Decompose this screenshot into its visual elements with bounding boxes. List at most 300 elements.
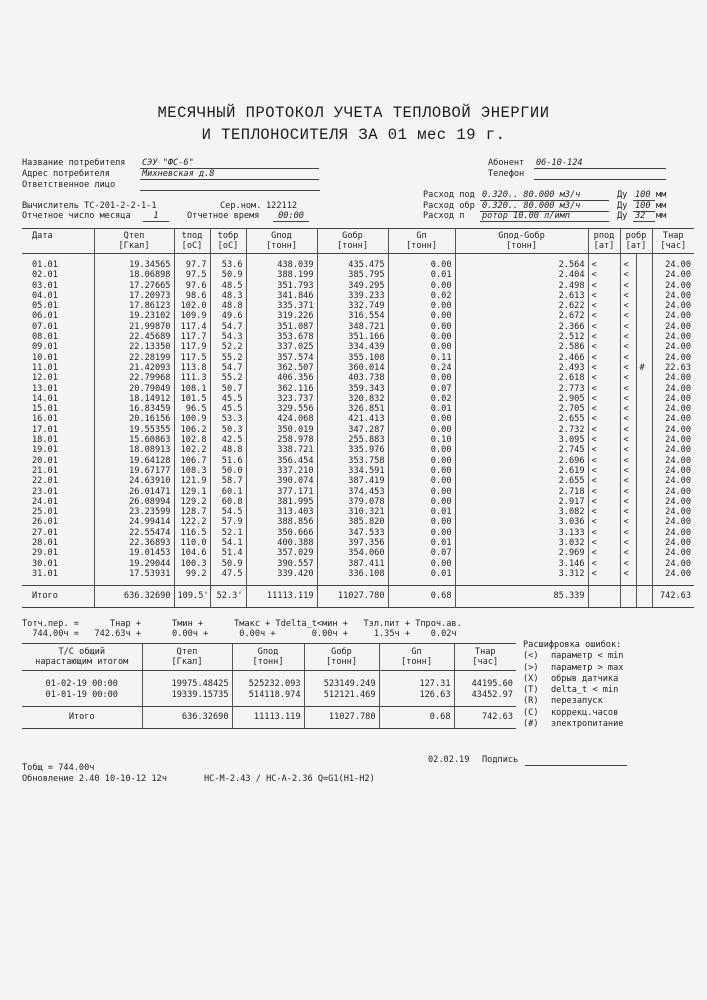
cell-g-supply: 337.025 <box>246 342 317 352</box>
cell-t-return: 42.5 <box>210 435 246 445</box>
table-row <box>22 487 694 497</box>
cell-error-flag <box>636 301 652 311</box>
table-row <box>22 342 694 352</box>
cell-g-difference: 3.095 <box>455 435 588 445</box>
summary-cell-t-operation: 44195.60 <box>454 671 516 690</box>
legend-item <box>523 685 623 696</box>
cell-error-flag <box>636 548 652 558</box>
cell-q-heat: 19.23102 <box>94 311 174 321</box>
cell-q-heat: 16.83459 <box>94 404 174 414</box>
cell-error-flag <box>636 497 652 507</box>
cell-p-supply: < <box>588 487 620 497</box>
cell-t-operation: 24.00 <box>652 517 694 527</box>
subscriber-value: 06-10-124 <box>534 158 666 169</box>
cell-g-return: 421.413 <box>317 414 388 424</box>
cell-date: 05.01 <box>32 301 58 312</box>
cell-q-heat: 20.79049 <box>94 384 174 394</box>
cell-g-make-up: 0.00 <box>388 425 455 435</box>
cell-date: 23.01 <box>32 486 58 497</box>
cell-g-make-up: 0.00 <box>388 497 455 507</box>
cell-t-operation: 24.00 <box>652 254 694 271</box>
cell-error-flag <box>636 342 652 352</box>
report-time-value: 00:00 <box>273 211 309 222</box>
summary-total-q-heat: 636.32690 <box>142 707 232 729</box>
total-t-operation: 742.63 <box>652 586 694 607</box>
cell-t-supply: 97.6 <box>174 281 210 291</box>
cell-t-return: 60.1 <box>210 487 246 497</box>
flow-return-du-label: Ду <box>617 201 628 211</box>
cell-p-supply: < <box>588 476 620 486</box>
legend-text: параметр < min <box>551 651 624 662</box>
document-title-line2: И ТЕПЛОНОСИТЕЛЯ ЗА 01 мес 19 г. <box>201 126 506 144</box>
cell-error-flag <box>636 332 652 342</box>
table-row <box>22 363 694 373</box>
cell-t-operation: 24.00 <box>652 559 694 569</box>
cell-date: 08.01 <box>32 332 58 343</box>
cell-t-operation: 24.00 <box>652 476 694 486</box>
cell-p-return: < <box>620 445 636 455</box>
firmware-update: Обновление 2.40 10-10-12 12ч <box>22 774 167 784</box>
cell-t-operation: 24.00 <box>652 425 694 435</box>
cell-p-return: < <box>620 476 636 486</box>
cell-t-operation: 24.00 <box>652 373 694 383</box>
table-row <box>22 254 694 271</box>
cell-p-supply: < <box>588 363 620 373</box>
cell-t-return: 55.2 <box>210 373 246 383</box>
summary-cell-g-supply: 525232.093 <box>232 671 304 690</box>
cell-g-return: 310.321 <box>317 507 388 517</box>
cell-t-return: 60.8 <box>210 497 246 507</box>
cell-g-supply: 390.557 <box>246 559 317 569</box>
cell-g-difference: 3.082 <box>455 507 588 517</box>
cell-t-return: 47.5 <box>210 569 246 586</box>
cell-g-make-up: 0.00 <box>388 322 455 332</box>
cell-g-difference: 3.133 <box>455 528 588 538</box>
cell-g-supply: 390.074 <box>246 476 317 486</box>
cell-q-heat: 22.13350 <box>94 342 174 352</box>
cell-p-return: < <box>620 270 636 280</box>
cell-g-supply: 351.087 <box>246 322 317 332</box>
table-row <box>22 497 694 507</box>
cell-g-supply: 339.420 <box>246 569 317 586</box>
table-row <box>22 671 516 690</box>
table-row <box>22 445 694 455</box>
cell-date: 09.01 <box>32 342 58 353</box>
cell-t-operation: 24.00 <box>652 404 694 414</box>
cell-date: 19.01 <box>32 445 58 456</box>
cell-t-operation: 24.00 <box>652 466 694 476</box>
cell-p-return: < <box>620 291 636 301</box>
cell-t-supply: 117.7 <box>174 332 210 342</box>
cell-p-return: < <box>620 332 636 342</box>
cell-t-supply: 97.5 <box>174 270 210 280</box>
legend-code: (>) <box>523 662 539 673</box>
cell-t-operation: 24.00 <box>652 456 694 466</box>
cell-g-make-up: 0.00 <box>388 301 455 311</box>
cell-t-return: 49.6 <box>210 311 246 321</box>
cell-t-operation: 24.00 <box>652 270 694 280</box>
table-row <box>22 528 694 538</box>
cell-p-supply: < <box>588 414 620 424</box>
table-row <box>22 322 694 332</box>
total-p-supply <box>588 586 620 607</box>
header-p-return: pобр [ат] <box>620 229 652 254</box>
cell-date: 29.01 <box>32 548 58 559</box>
cell-g-supply: 351.793 <box>246 281 317 291</box>
cell-p-return: < <box>620 301 636 311</box>
cell-t-return: 50.7 <box>210 384 246 394</box>
cell-q-heat: 18.06898 <box>94 270 174 280</box>
cell-date: 16.01 <box>32 414 58 425</box>
cell-t-operation: 24.00 <box>652 548 694 558</box>
cell-t-supply: 96.5 <box>174 404 210 414</box>
cell-t-supply: 108.1 <box>174 384 210 394</box>
cell-g-difference: 2.493 <box>455 363 588 373</box>
cell-t-operation: 24.00 <box>652 414 694 424</box>
cell-g-return: 351.166 <box>317 332 388 342</box>
summary-header-g-return: Gобр [тонн] <box>304 644 379 671</box>
cell-t-return: 57.9 <box>210 517 246 527</box>
cell-g-make-up: 0.00 <box>388 476 455 486</box>
cell-g-return: 374.453 <box>317 487 388 497</box>
cell-t-return: 45.5 <box>210 404 246 414</box>
flow-supply-du-value: 100 <box>633 190 655 201</box>
cell-g-return: 339.233 <box>317 291 388 301</box>
cell-t-operation: 24.00 <box>652 322 694 332</box>
table-row <box>22 353 694 363</box>
cell-p-supply: < <box>588 497 620 507</box>
cell-g-make-up: 0.00 <box>388 342 455 352</box>
cell-p-return: < <box>620 342 636 352</box>
cell-error-flag <box>636 476 652 486</box>
cell-g-supply: 313.403 <box>246 507 317 517</box>
cell-date: 14.01 <box>32 393 58 404</box>
cell-g-return: 334.591 <box>317 466 388 476</box>
cell-date: 17.01 <box>32 424 58 435</box>
cell-p-return: < <box>620 507 636 517</box>
cell-t-supply: 129.2 <box>174 497 210 507</box>
header-t-operation: Tнар [час] <box>652 229 694 254</box>
cell-g-return: 355.108 <box>317 353 388 363</box>
cell-g-make-up: 0.07 <box>388 548 455 558</box>
cell-p-supply: < <box>588 311 620 321</box>
legend-code: (#) <box>523 719 539 730</box>
legend-text: параметр > max <box>551 662 624 673</box>
cell-date: 07.01 <box>32 321 58 332</box>
cell-g-difference: 3.312 <box>455 569 588 586</box>
cell-g-difference: 2.655 <box>455 414 588 424</box>
signature-label: Подпись <box>482 755 519 765</box>
summary-total-g-supply: 11113.119 <box>232 707 304 729</box>
cell-t-operation: 24.00 <box>652 301 694 311</box>
cell-g-supply: 341.846 <box>246 291 317 301</box>
cell-date: 26.01 <box>32 517 58 528</box>
cell-p-supply: < <box>588 548 620 558</box>
cell-p-return: < <box>620 435 636 445</box>
total-error-flag <box>636 586 652 607</box>
legend-code: (X) <box>523 673 539 684</box>
cell-p-return: < <box>620 311 636 321</box>
legend-item <box>523 696 623 707</box>
summary-header-q-heat: Qтеп [Гкал] <box>142 644 232 671</box>
table-row <box>22 281 694 291</box>
legend-code: (C) <box>523 707 539 718</box>
summary-header-g-make-up: Gп [тонн] <box>379 644 454 671</box>
cell-g-difference: 2.745 <box>455 445 588 455</box>
cell-t-return: 45.5 <box>210 394 246 404</box>
cell-g-return: 435.475 <box>317 254 388 271</box>
legend-text: delta_t < min <box>551 685 619 696</box>
summary-table-body <box>22 671 516 729</box>
cell-p-return: < <box>620 487 636 497</box>
cell-error-flag <box>636 384 652 394</box>
legend-text: электропитание <box>551 719 624 730</box>
cell-g-return: 316.554 <box>317 311 388 321</box>
cell-p-supply: < <box>588 538 620 548</box>
summary-cell-g-make-up: 127.31 <box>379 671 454 690</box>
cell-g-difference: 2.466 <box>455 353 588 363</box>
cell-t-return: 55.2 <box>210 353 246 363</box>
cell-t-supply: 110.0 <box>174 538 210 548</box>
cell-g-supply: 381.995 <box>246 497 317 507</box>
cell-p-supply: < <box>588 456 620 466</box>
cell-g-make-up: 0.00 <box>388 414 455 424</box>
cell-t-supply: 106.2 <box>174 425 210 435</box>
cell-t-return: 50.0 <box>210 466 246 476</box>
cell-t-return: 52.2 <box>210 342 246 352</box>
cell-q-heat: 26.01471 <box>94 487 174 497</box>
total-t-supply: 109.5' <box>174 586 210 607</box>
cell-error-flag <box>636 270 652 280</box>
legend-text: перезапуск <box>551 696 603 707</box>
cell-error-flag <box>636 414 652 424</box>
cell-t-supply: 104.6 <box>174 548 210 558</box>
cell-g-make-up: 0.00 <box>388 559 455 569</box>
cell-t-operation: 24.00 <box>652 311 694 321</box>
cell-t-operation: 24.00 <box>652 538 694 548</box>
table-row <box>22 270 694 280</box>
cell-t-return: 50.9 <box>210 270 246 280</box>
cell-error-flag <box>636 311 652 321</box>
cell-g-difference: 2.917 <box>455 497 588 507</box>
cell-p-supply: < <box>588 384 620 394</box>
cell-t-supply: 102.8 <box>174 435 210 445</box>
cell-g-return: 387.419 <box>317 476 388 486</box>
consumer-value: СЭУ "ФС-6" <box>140 158 319 169</box>
cell-g-supply: 388.856 <box>246 517 317 527</box>
cell-g-make-up: 0.00 <box>388 254 455 271</box>
legend-text: коррекц.часов <box>551 707 619 718</box>
summary-total-g-return: 11027.780 <box>304 707 379 729</box>
cell-g-difference: 2.718 <box>455 487 588 497</box>
cell-p-return: < <box>620 538 636 548</box>
cell-g-difference: 2.618 <box>455 373 588 383</box>
summary-cell-q-heat: 19339.15735 <box>142 690 232 707</box>
cell-g-return: 354.060 <box>317 548 388 558</box>
cell-g-supply: 377.171 <box>246 487 317 497</box>
cell-t-supply: 113.8 <box>174 363 210 373</box>
cell-p-supply: < <box>588 322 620 332</box>
flow-return-unit: мм <box>656 201 667 211</box>
summary-total-t-operation: 742.63 <box>454 707 516 729</box>
cell-q-heat: 19.34565 <box>94 254 174 271</box>
cell-g-make-up: 0.00 <box>388 332 455 342</box>
cell-p-return: < <box>620 569 636 586</box>
cell-t-supply: 97.7 <box>174 254 210 271</box>
cell-g-make-up: 0.01 <box>388 569 455 586</box>
cell-t-operation: 24.00 <box>652 394 694 404</box>
cell-g-supply: 319.226 <box>246 311 317 321</box>
cell-g-supply: 329.556 <box>246 404 317 414</box>
cell-g-return: 403.738 <box>317 373 388 383</box>
cell-date: 27.01 <box>32 527 58 538</box>
cell-q-heat: 22.36893 <box>94 538 174 548</box>
flow-return-du-value: 100 <box>633 201 655 212</box>
flow-return-label: Расход обр <box>423 201 475 211</box>
header-g-return: Gобр [тонн] <box>317 229 388 254</box>
table-row <box>22 291 694 301</box>
cell-p-return: < <box>620 548 636 558</box>
cell-t-supply: 102.2 <box>174 445 210 455</box>
cell-g-make-up: 0.00 <box>388 445 455 455</box>
cell-p-supply: < <box>588 353 620 363</box>
cell-t-return: 50.9 <box>210 559 246 569</box>
cell-g-make-up: 0.00 <box>388 466 455 476</box>
cell-q-heat: 26.08994 <box>94 497 174 507</box>
cell-date: 28.01 <box>32 538 58 549</box>
legend-item <box>523 663 623 674</box>
hc-version: HC-M-2.43 / HC-A-2.36 Q=G1(H1-H2) <box>204 774 375 784</box>
cell-p-return: < <box>620 394 636 404</box>
cell-p-return: < <box>620 528 636 538</box>
cell-t-return: 54.7 <box>210 322 246 332</box>
cell-g-make-up: 0.00 <box>388 487 455 497</box>
cell-g-make-up: 0.01 <box>388 538 455 548</box>
phone-label: Телефон <box>488 169 525 179</box>
cell-q-heat: 22.79968 <box>94 373 174 383</box>
cell-g-supply: 337.210 <box>246 466 317 476</box>
cell-g-difference: 3.036 <box>455 517 588 527</box>
cell-p-supply: < <box>588 445 620 455</box>
address-label: Адрес потребителя <box>22 169 110 179</box>
cell-p-supply: < <box>588 270 620 280</box>
header-t-return: tобр [оС] <box>210 229 246 254</box>
cell-g-make-up: 0.07 <box>388 384 455 394</box>
total-p-return <box>620 586 636 607</box>
table-row <box>22 466 694 476</box>
cell-g-difference: 2.619 <box>455 466 588 476</box>
cell-q-heat: 18.08913 <box>94 445 174 455</box>
cell-q-heat: 19.01453 <box>94 548 174 558</box>
summary-header-g-supply: Gпод [тонн] <box>232 644 304 671</box>
header-g-supply: Gпод [тонн] <box>246 229 317 254</box>
cell-g-difference: 2.404 <box>455 270 588 280</box>
summary-cell-period: 01-02-19 00:00 <box>45 679 118 689</box>
operating-time-formula: Тотч.пер. = Tнар + Tмин + Tмакс + Tdelta_t<мин + Tэл.пит + Tпроч.ав. <box>22 619 462 629</box>
cell-p-supply: < <box>588 507 620 517</box>
cell-p-return: < <box>620 322 636 332</box>
summary-total-period: Итого <box>22 707 142 729</box>
cell-g-return: 255.883 <box>317 435 388 445</box>
operating-time-values: 744.00ч = 742.63ч + 0.00ч + 0.00ч + 0.00ч + 1.35ч + 0.02ч <box>22 629 457 639</box>
cell-t-operation: 24.00 <box>652 507 694 517</box>
cell-error-flag <box>636 507 652 517</box>
header-p-supply: pпод [ат] <box>588 229 620 254</box>
cell-error-flag <box>636 404 652 414</box>
table-row <box>22 456 694 466</box>
cell-t-return: 53.6 <box>210 254 246 271</box>
cell-p-supply: < <box>588 528 620 538</box>
legend-code: (T) <box>523 685 539 696</box>
flow-make-up-label: Расход п <box>423 211 465 221</box>
table-row <box>22 559 694 569</box>
cell-p-return: < <box>620 373 636 383</box>
cell-t-supply: 100.3 <box>174 559 210 569</box>
cell-error-flag <box>636 435 652 445</box>
cell-q-heat: 17.86123 <box>94 301 174 311</box>
cell-t-supply: 117.5 <box>174 353 210 363</box>
cell-t-return: 48.3 <box>210 291 246 301</box>
cell-q-heat: 22.28199 <box>94 353 174 363</box>
cell-q-heat: 17.27665 <box>94 281 174 291</box>
cell-date: 06.01 <box>32 311 58 322</box>
cell-g-supply: 323.737 <box>246 394 317 404</box>
cell-g-supply: 362.116 <box>246 384 317 394</box>
cell-q-heat: 20.16156 <box>94 414 174 424</box>
cell-g-return: 334.439 <box>317 342 388 352</box>
cell-t-return: 54.1 <box>210 538 246 548</box>
header-q-heat: Qтеп [Гкал] <box>94 229 174 254</box>
header-t-supply: tпод [оС] <box>174 229 210 254</box>
cell-g-return: 348.721 <box>317 322 388 332</box>
flow-supply-range: 0.320.. 80.000 м3/ч <box>480 190 609 201</box>
error-legend <box>523 640 623 730</box>
cell-t-return: 54.5 <box>210 507 246 517</box>
cell-date: 24.01 <box>32 496 58 507</box>
total-g-difference: 85.339 <box>455 586 588 607</box>
cell-date: 25.01 <box>32 507 58 518</box>
cell-error-flag <box>636 466 652 476</box>
cell-error-flag <box>636 425 652 435</box>
cell-q-heat: 19.64128 <box>94 456 174 466</box>
cell-t-supply: 98.6 <box>174 291 210 301</box>
cell-error-flag <box>636 291 652 301</box>
cell-g-difference: 3.146 <box>455 559 588 569</box>
cell-g-supply: 353.678 <box>246 332 317 342</box>
cell-p-return: < <box>620 456 636 466</box>
responsible-label: Ответственное лицо <box>22 180 116 190</box>
cell-g-difference: 2.705 <box>455 404 588 414</box>
summary-total-row <box>22 707 516 729</box>
summary-header-t-operation: Tнар [час] <box>454 644 516 671</box>
cell-date: 22.01 <box>32 476 58 487</box>
daily-readings-table <box>22 228 694 608</box>
legend-code: (R) <box>523 696 539 707</box>
cell-g-difference: 2.366 <box>455 322 588 332</box>
summary-cell-g-make-up: 126.63 <box>379 690 454 707</box>
cell-p-supply: < <box>588 301 620 311</box>
cell-g-return: 336.108 <box>317 569 388 586</box>
total-t-return: 52.3' <box>210 586 246 607</box>
cell-g-difference: 2.905 <box>455 394 588 404</box>
flow-make-up-du-value: 32 <box>633 211 655 222</box>
cell-t-operation: 24.00 <box>652 497 694 507</box>
cell-g-make-up: 0.00 <box>388 517 455 527</box>
cell-date: 02.01 <box>32 270 58 281</box>
table-row <box>22 373 694 383</box>
cell-p-supply: < <box>588 342 620 352</box>
total-q-heat: 636.32690 <box>94 586 174 607</box>
